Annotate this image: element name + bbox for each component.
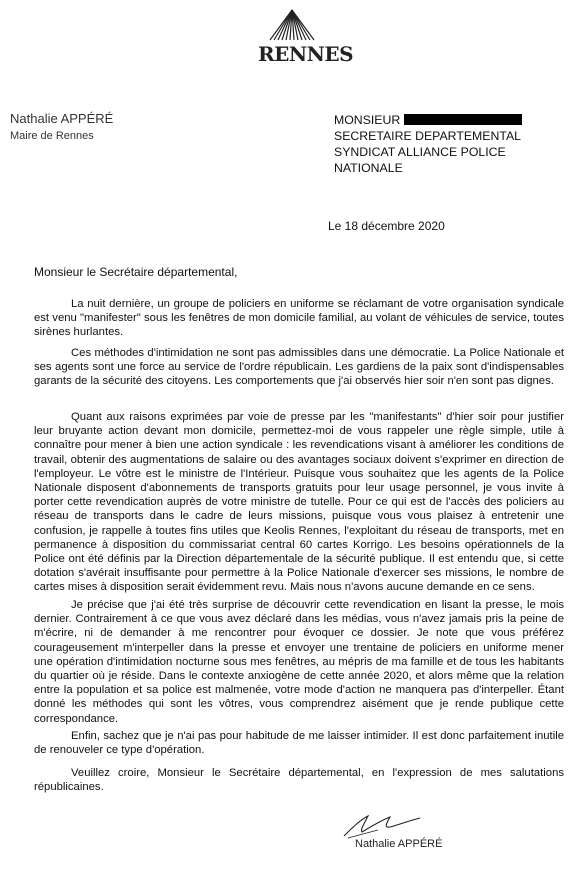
recipient-civility: MONSIEUR (334, 113, 401, 127)
body-paragraph: Je précise que j'ai été très surprise de découvrir cette revendication en lisant la presse, le mois dernier. Contrairement à ce que vous avez déclaré dans les médias, vous n'avez jamais pris la peine de m'écrire, ni de demander à me rencontrer pour évoquer ce dossier. Je note que vous préférez courageusement m'interpeller dans la presse et envoyer une trentaine de policiers en uniforme mener une opération d'intimidation nocturne sous mes fenêtres, au mépris de ma famille et de tous les habitants du quartier où je réside. Dans le contexte anxiogène de cette année 2020, et alors même que la relation entre la population et sa police est malmenée, votre mode d'action ne manquera pas d'interpeller. Étant donné les méthodes qui sont les vôtres, vous comprendrez aisément que je rende publique cette correspondance. (34, 599, 564, 725)
signature-name: Nathalie APPÉRÉ (355, 838, 443, 850)
sender-name: Nathalie APPÉRÉ (10, 111, 114, 126)
recipient-block (334, 112, 575, 176)
sender-block (10, 110, 113, 144)
body-paragraph: Ces méthodes d'intimidation ne sont pas admissibles dans une démocratie. La Police Nationale et ses agents sont une force au service de l'ordre républicain. Les gardiens de la paix sont d'indispensables garants de la sécurité des citoyens. Les comportements que j'ai observés hier soir n'en sont pas dignes. (34, 347, 564, 388)
sender-title: Maire de Rennes (10, 130, 94, 142)
salutation: Monsieur le Secrétaire départemental, (34, 265, 238, 279)
redacted-name (404, 114, 522, 125)
handwritten-signature (338, 810, 428, 840)
body-paragraph: Veuillez croire, Monsieur le Secrétaire départemental, en l'expression de mes salutations républicaines. (34, 767, 564, 794)
body-paragraph: La nuit dernière, un groupe de policiers en uniforme se réclamant de votre organisation syndicale est venu "manifester" sous les fenêtres de mon domicile familial, au volant de véhicules de service, toutes sirènes hurlantes. (34, 298, 564, 339)
body-paragraph: Quant aux raisons exprimées par voie de presse par les "manifestants" d'hier soir pour justifier leur bruyante action devant mon domicile, permettez-moi de vous rappeler une règle simple, utile à connaître pour mener à bien une action syndicale : les revendications visant à améliorer les conditions de travail, obtenir des augmentations de salaire ou des avantages sociaux doivent s'exprimer en direction de l'employeur. Le vôtre est le ministre de l'Intérieur. Puisque vous souhaitez que les agents de la Police Nationale disposent d'abonnements de transports gratuits pour leur usage personnel, je vous invite à porter cette revendication auprès de votre ministre de tutelle. Pour ce qui est de l'accès des policiers au réseau de transports dans le cadre de leurs missions, puisque vous vous plaisez à entretenir une confusion, je rappelle à toutes fins utiles que Keolis Rennes, l'exploitant du réseau de transports, met en permanence à disposition du commissariat central 60 cartes Korrigo. Les besoins opérationnels de la Police ont été définis par la Direction départementale de la sécurité publique. Il est entendu que, si cette dotation s'avérait insuffisante pour permettre à la Police Nationale d'exercer ses missions, le nombre de cartes mises à disposition serait évidemment revu. Mais nous n'avons aucune demande en ce sens. (34, 411, 564, 594)
recipient-line: SYNDICAT ALLIANCE POLICE NATIONALE (334, 145, 506, 175)
rennes-emblem-icon (258, 4, 326, 44)
recipient-line (334, 112, 575, 128)
logo-text: RENNES (258, 42, 354, 66)
rennes-logo (258, 4, 354, 70)
letter-date: Le 18 décembre 2020 (328, 219, 445, 233)
recipient-line: SECRETAIRE DEPARTEMENTAL (334, 129, 521, 143)
body-paragraph: Enfin, sachez que je n'ai pas pour habitude de me laisser intimider. Il est donc parfaitement inutile de renouveler ce type d'opération. (34, 730, 564, 757)
